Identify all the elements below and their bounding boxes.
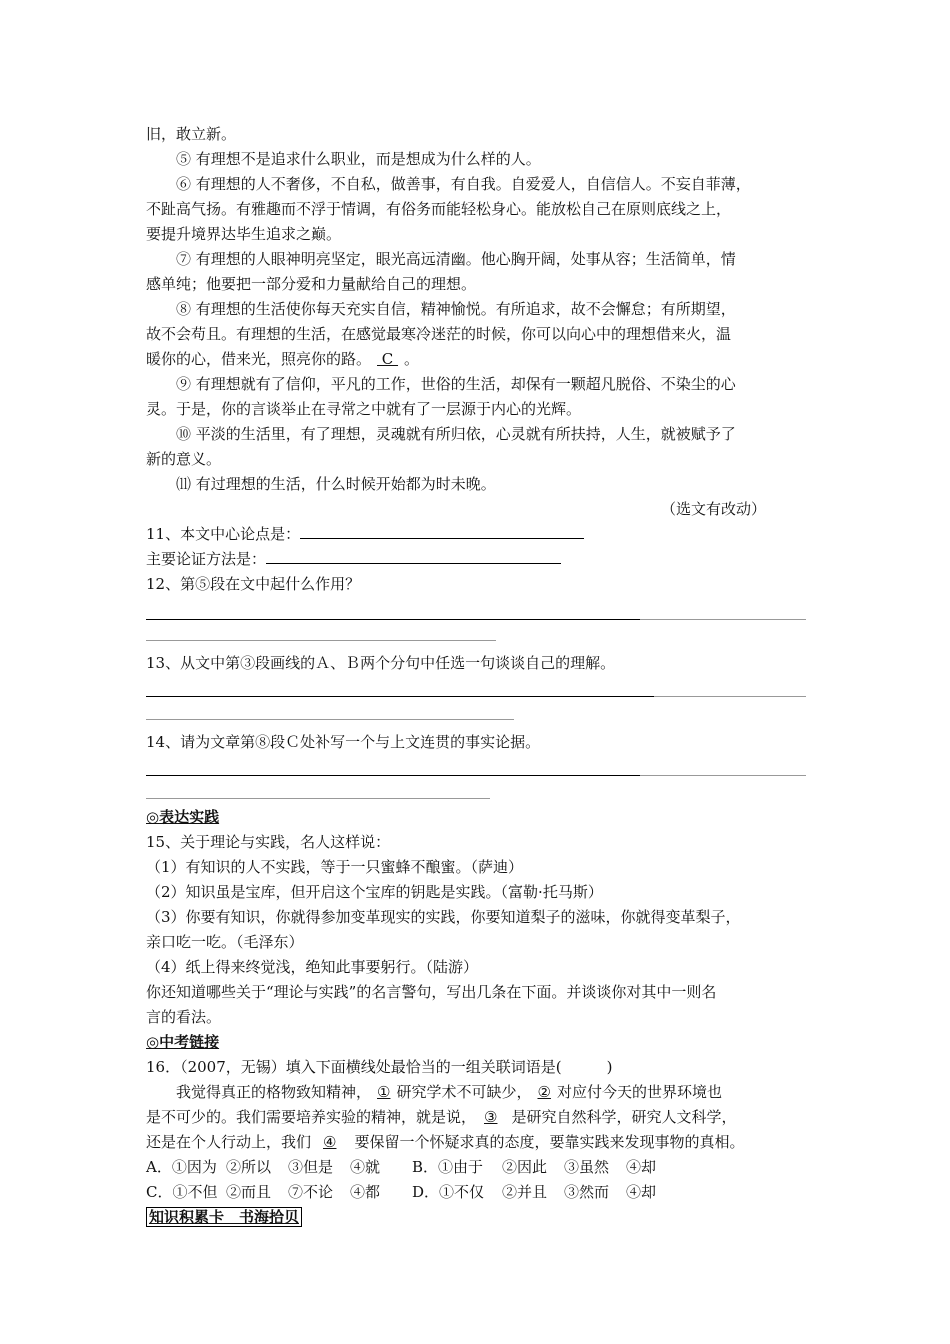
option-a-1[interactable]: A．①因为: [146, 1158, 217, 1176]
exam-text: 我觉得真正的格物致知精神，: [176, 1083, 372, 1101]
section-heading-practice: [146, 805, 810, 830]
question-11-method: [146, 547, 810, 572]
exam-text: 是研究自然科学，研究人文科学，: [511, 1108, 737, 1126]
quote-3-line-2: 亲口吃一吃。（毛泽东）: [146, 933, 304, 951]
paragraph-8-text: 暖你的心，借来光，照亮你的路。: [146, 350, 372, 368]
answer-blank[interactable]: [300, 522, 584, 539]
option-d-4: ④却: [626, 1183, 657, 1201]
paragraph-6-line-2: 不趾高气扬。有雅趣而不浮于情调，有俗务而能轻松身心。能放松自己在原则底线之上，: [146, 200, 732, 218]
question-12: 12、第⑤段在文中起什么作用？: [146, 575, 361, 593]
answer-line[interactable]: [146, 701, 810, 726]
task-line-2: 言的看法。: [146, 1008, 222, 1026]
option-d-3: ③然而: [564, 1183, 610, 1201]
paragraph-8-line-3: [146, 347, 810, 372]
quote-3-line-1: （3）你要有知识，你就得参加变革现实的实践，你要知道梨子的滋味，你就得变革梨子，: [146, 908, 741, 926]
question-11: [146, 522, 810, 547]
section-heading-exam: [146, 1030, 810, 1055]
source-note: （选文有改动）: [660, 500, 766, 518]
options-row-2: [146, 1180, 810, 1205]
option-b-4: ④却: [626, 1158, 657, 1176]
quote-4: （4）纸上得来终觉浅，绝知此事要躬行。（陆游）: [146, 958, 479, 976]
exam-text: 研究学术不可缺少，: [396, 1083, 532, 1101]
blank-3: ③: [484, 1108, 498, 1126]
exam-sentence-2: [146, 1105, 810, 1130]
document-page: [146, 122, 810, 1230]
paragraph-8-line-1: ⑧ 有理想的生活使你每天充实自信，精神愉悦。有所追求，故不会懈怠；有所期望，: [176, 300, 736, 318]
option-d-1[interactable]: D．①不仅: [412, 1183, 485, 1201]
question-13: 13、从文中第③段画线的Ａ、Ｂ两个分句中任选一句谈谈自己的理解。: [146, 654, 616, 672]
option-b-1[interactable]: B．①由于: [412, 1158, 484, 1176]
quote-1: （1）有知识的人不实践，等于一只蜜蜂不酿蜜。（萨迪）: [146, 858, 524, 876]
blank-4: ④: [323, 1133, 337, 1151]
question-11-method-label: 主要论证方法是：: [146, 550, 267, 568]
options-row-1: [146, 1155, 810, 1180]
option-c-2: ②而且: [226, 1183, 272, 1201]
question-14: 14、请为文章第⑧段Ｃ处补写一个与上文连贯的事实论据。: [146, 733, 541, 751]
blank-1: ①: [377, 1083, 391, 1101]
blank-c: C: [377, 350, 399, 368]
option-a-3: ③但是: [288, 1158, 334, 1176]
exam-text: 还是在个人行动上，我们: [146, 1133, 312, 1151]
quote-2: （2）知识虽是宝库，但开启这个宝库的钥匙是实践。（富勒·托马斯）: [146, 883, 603, 901]
option-c-3: ⑦不论: [288, 1183, 334, 1201]
practice-heading: ◎表达实践: [146, 808, 220, 826]
paragraph-7-line-1: ⑦ 有理想的人眼神明亮坚定，眼光高远清幽。他心胸开阔，处事从容；生活简单，情: [176, 250, 736, 268]
paragraph-10-line-1: ⑩ 平淡的生活里，有了理想，灵魂就有所归依，心灵就有所扶持，人生，就被赋予了: [176, 425, 736, 443]
question-15: 15、关于理论与实践，名人这样说：: [146, 833, 391, 851]
option-b-3: ③虽然: [564, 1158, 610, 1176]
option-a-2: ②所以: [226, 1158, 272, 1176]
passage-line: 旧，敢立新。: [146, 125, 237, 143]
option-d-2: ②并且: [502, 1183, 548, 1201]
paragraph-8-end: 。: [404, 350, 420, 368]
blank-2: ②: [537, 1083, 551, 1101]
exam-sentence-1: [146, 1080, 810, 1105]
option-b-2: ②因此: [502, 1158, 548, 1176]
option-c-1[interactable]: C．①不但: [146, 1183, 218, 1201]
paragraph-8-line-2: 故不会苟且。有理想的生活，在感觉最寒冷迷茫的时候，你可以向心中的理想借来火，温: [146, 325, 732, 343]
exam-text: 要保留一个怀疑求真的态度，要靠实践来发现事物的真相。: [354, 1133, 745, 1151]
paragraph-6-line-3: 要提升境界达毕生追求之巅。: [146, 225, 342, 243]
answer-line[interactable]: [146, 597, 810, 622]
answer-line[interactable]: [146, 676, 810, 701]
question-16: 16．（2007，无锡）填入下面横线处最恰当的一组关联词语是( ): [146, 1058, 613, 1076]
exam-heading: ◎中考链接: [146, 1033, 220, 1051]
task-line-1: 你还知道哪些关于“理论与实践”的名言警句，写出几条在下面。并谈谈你对其中一则名: [146, 983, 717, 1001]
answer-blank[interactable]: [266, 547, 561, 564]
footer-card-row: [146, 1205, 810, 1230]
exam-sentence-3: [146, 1130, 810, 1155]
option-a-4: ④就: [350, 1158, 381, 1176]
paragraph-10-line-2: 新的意义。: [146, 450, 222, 468]
exam-text: 是不可少的。我们需要培养实验的精神，就是说，: [146, 1108, 477, 1126]
option-c-4: ④都: [350, 1183, 381, 1201]
paragraph-9-line-1: ⑨ 有理想就有了信仰，平凡的工作，世俗的生活，却保有一颗超凡脱俗、不染尘的心: [176, 375, 736, 393]
paragraph-9-line-2: 灵。于是，你的言谈举止在寻常之中就有了一层源于内心的光辉。: [146, 400, 582, 418]
paragraph-7-line-2: 感单纯；他要把一部分爱和力量献给自己的理想。: [146, 275, 477, 293]
answer-line[interactable]: [146, 780, 810, 805]
answer-line[interactable]: [146, 622, 810, 647]
answer-line[interactable]: [146, 755, 810, 780]
paragraph-5: ⑤ 有理想不是追求什么职业，而是想成为什么样的人。: [176, 150, 541, 168]
paragraph-11: ⑾ 有过理想的生活，什么时候开始都为时未晚。: [176, 475, 496, 493]
question-11-label: 11、本文中心论点是：: [146, 525, 301, 543]
knowledge-card-heading: 知识积累卡 书海拾贝: [146, 1207, 302, 1227]
exam-text: 对应付今天的世界环境也: [556, 1083, 722, 1101]
paragraph-6-line-1: ⑥ 有理想的人不奢侈，不自私，做善事，有自我。自爱爱人，自信信人。不妄自菲薄，: [176, 175, 751, 193]
